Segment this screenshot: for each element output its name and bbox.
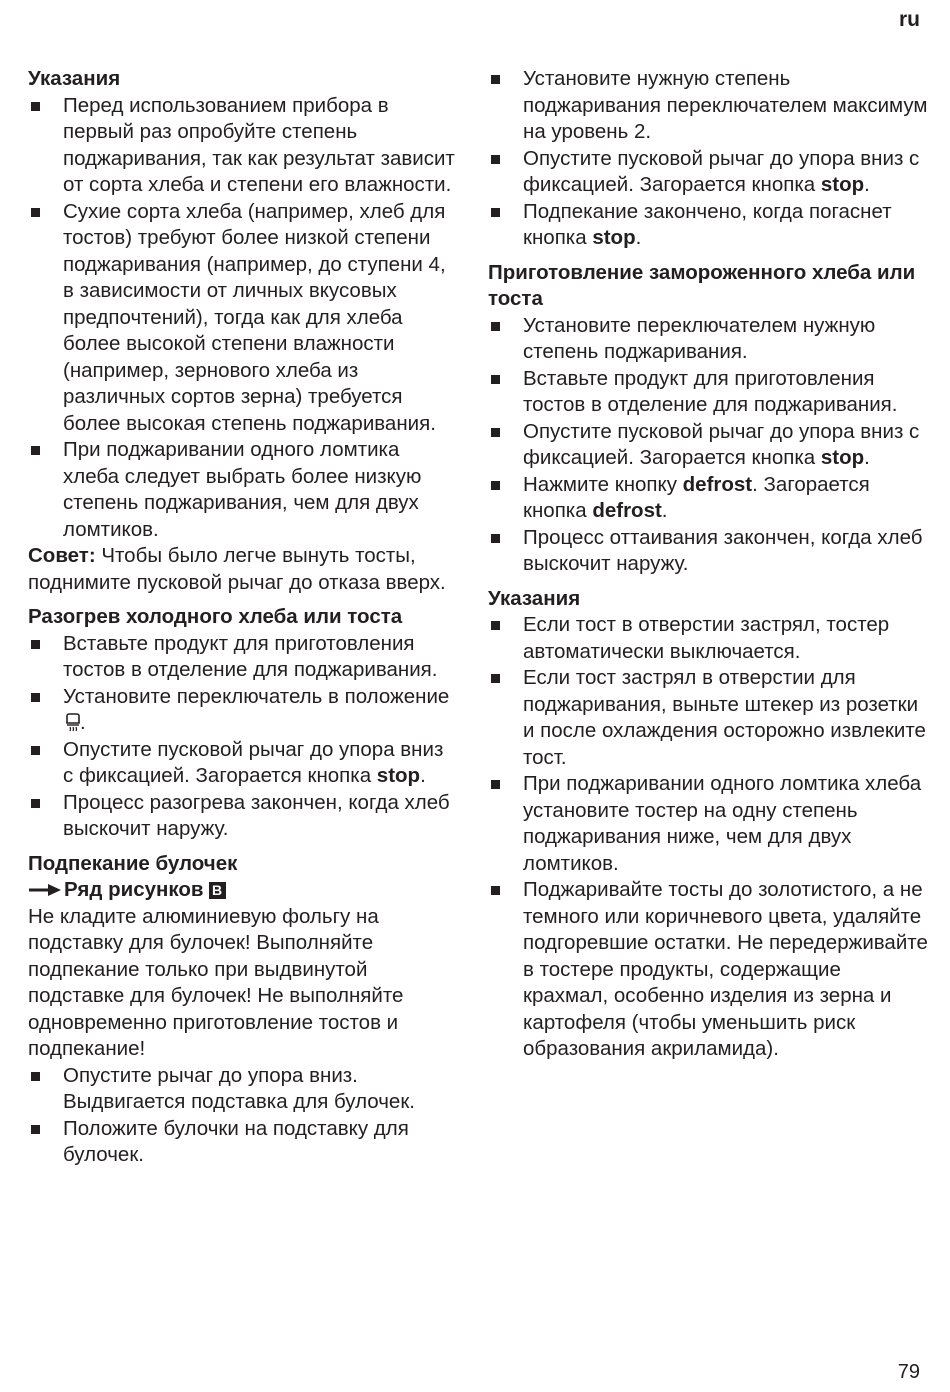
list-item: Опустите пусковой рычаг до упора вниз с фиксацией. Загорается кнопка stop.: [28, 737, 458, 790]
list-item: Если тост в отверстии застрял, тостер автоматически выключается.: [488, 612, 928, 665]
list-item: Процесс разогрева закончен, когда хлеб выскочит наружу.: [28, 790, 458, 843]
bullet-icon: [31, 746, 40, 755]
buns-list-continued: [488, 66, 928, 252]
notes-list-2: [488, 612, 928, 1063]
figure-b-icon: B: [209, 882, 226, 899]
list-item: Установите переключателем нужную степень поджаривания.: [488, 313, 928, 366]
list-item: Установите переключатель в положение.: [28, 684, 458, 737]
bullet-icon: [491, 375, 500, 384]
arrow-right-icon: [28, 883, 62, 897]
left-column: [28, 66, 458, 1169]
list-item: Установите нужную степень поджаривания переключателем максимум на уровень 2.: [488, 66, 928, 146]
buns-warning: Не кладите алюминиевую фольгу на подставку для булочек! Выполняйте подпекание только при выдвинутой подставке для булочек! Не выполняйте одновременно приготовление тостов и подпекание!: [28, 904, 404, 1060]
tip-label: Совет:: [28, 544, 96, 567]
bullet-icon: [31, 1072, 40, 1081]
toast-reheat-icon: [66, 713, 80, 733]
list-item: Вставьте продукт для приготовления тостов в отделение для поджаривания.: [28, 631, 458, 684]
list-item: Положите булочки на подставку для булочек.: [28, 1116, 458, 1169]
tip-paragraph: Совет: Чтобы было легче вынуть тосты, поднимите пусковой рычаг до отказа вверх.: [28, 544, 446, 594]
list-item: Опустите пусковой рычаг до упора вниз с фиксацией. Загорается кнопка stop.: [488, 419, 928, 472]
figure-reference: Ряд рисунков B: [28, 877, 458, 904]
bullet-icon: [491, 208, 500, 217]
page-number: 79: [897, 1361, 920, 1383]
bullet-icon: [31, 693, 40, 702]
reheat-list: [28, 631, 458, 843]
section-heading-notes: Указания: [28, 67, 121, 90]
language-code: ru: [899, 8, 920, 31]
list-item: Поджаривайте тосты до золотистого, а не темного или коричневого цвета, удаляйте подгоревшие остатки. Не передерживайте в тостере продукты, содержащие крахмал, особенно изделия из зерна и картофеля (чтобы уменьшить риск образования акриламида).: [488, 877, 928, 1063]
right-column: [488, 66, 928, 1063]
list-item: Нажмите кнопку defrost. Загорается кнопка defrost.: [488, 472, 928, 525]
bullet-icon: [491, 322, 500, 331]
list-item: При поджаривании одного ломтика хлеба следует выбрать более низкую степень поджаривания, чем для двух ломтиков.: [28, 437, 458, 543]
section-heading-frozen: Приготовление замороженного хлеба или тоста: [488, 260, 916, 310]
list-item: Подпекание закончено, когда погаснет кнопка stop.: [488, 199, 928, 252]
bullet-icon: [491, 481, 500, 490]
bullet-icon: [491, 75, 500, 84]
bullet-icon: [491, 155, 500, 164]
list-item: Процесс оттаивания закончен, когда хлеб выскочит наружу.: [488, 525, 928, 578]
list-item: Сухие сорта хлеба (например, хлеб для тостов) требуют более низкой степени поджаривания (например, до ступени 4, в зависимости от личных вкусовых предпочтений), тогда как для хлеба более высокой степени влажности (например, зернового хлеба из различных сортов зерна) требуется более высокая степень поджаривания.: [28, 199, 458, 438]
list-item: Перед использованием прибора в первый раз опробуйте степень поджаривания, так как результат зависит от сорта хлеба и степени его влажности.: [28, 93, 458, 199]
bullet-icon: [491, 621, 500, 630]
list-item: Вставьте продукт для приготовления тостов в отделение для поджаривания.: [488, 366, 928, 419]
section-heading-notes-2: Указания: [488, 586, 581, 610]
notes-list: [28, 93, 458, 544]
bullet-icon: [491, 780, 500, 789]
bullet-icon: [491, 428, 500, 437]
bullet-icon: [491, 674, 500, 683]
buns-list: [28, 1063, 458, 1169]
list-item: Опустите пусковой рычаг до упора вниз с фиксацией. Загорается кнопка stop.: [488, 146, 928, 199]
list-item: При поджаривании одного ломтика хлеба установите тостер на одну степень поджаривания ниже, чем для двух ломтиков.: [488, 771, 928, 877]
bullet-icon: [31, 102, 40, 111]
frozen-list: [488, 313, 928, 578]
section-heading-buns: Подпекание булочек: [28, 851, 238, 875]
list-item: Опустите рычаг до упора вниз. Выдвигается подставка для булочек.: [28, 1063, 458, 1116]
bullet-icon: [31, 799, 40, 808]
section-heading-reheat: Разогрев холодного хлеба или тоста: [28, 605, 403, 628]
bullet-icon: [31, 446, 40, 455]
bullet-icon: [31, 1125, 40, 1134]
list-item: Если тост застрял в отверстии для поджаривания, выньте штекер из розетки и после охлаждения осторожно извлеките тост.: [488, 665, 928, 771]
bullet-icon: [491, 886, 500, 895]
bullet-icon: [491, 534, 500, 543]
bullet-icon: [31, 208, 40, 217]
bullet-icon: [31, 640, 40, 649]
